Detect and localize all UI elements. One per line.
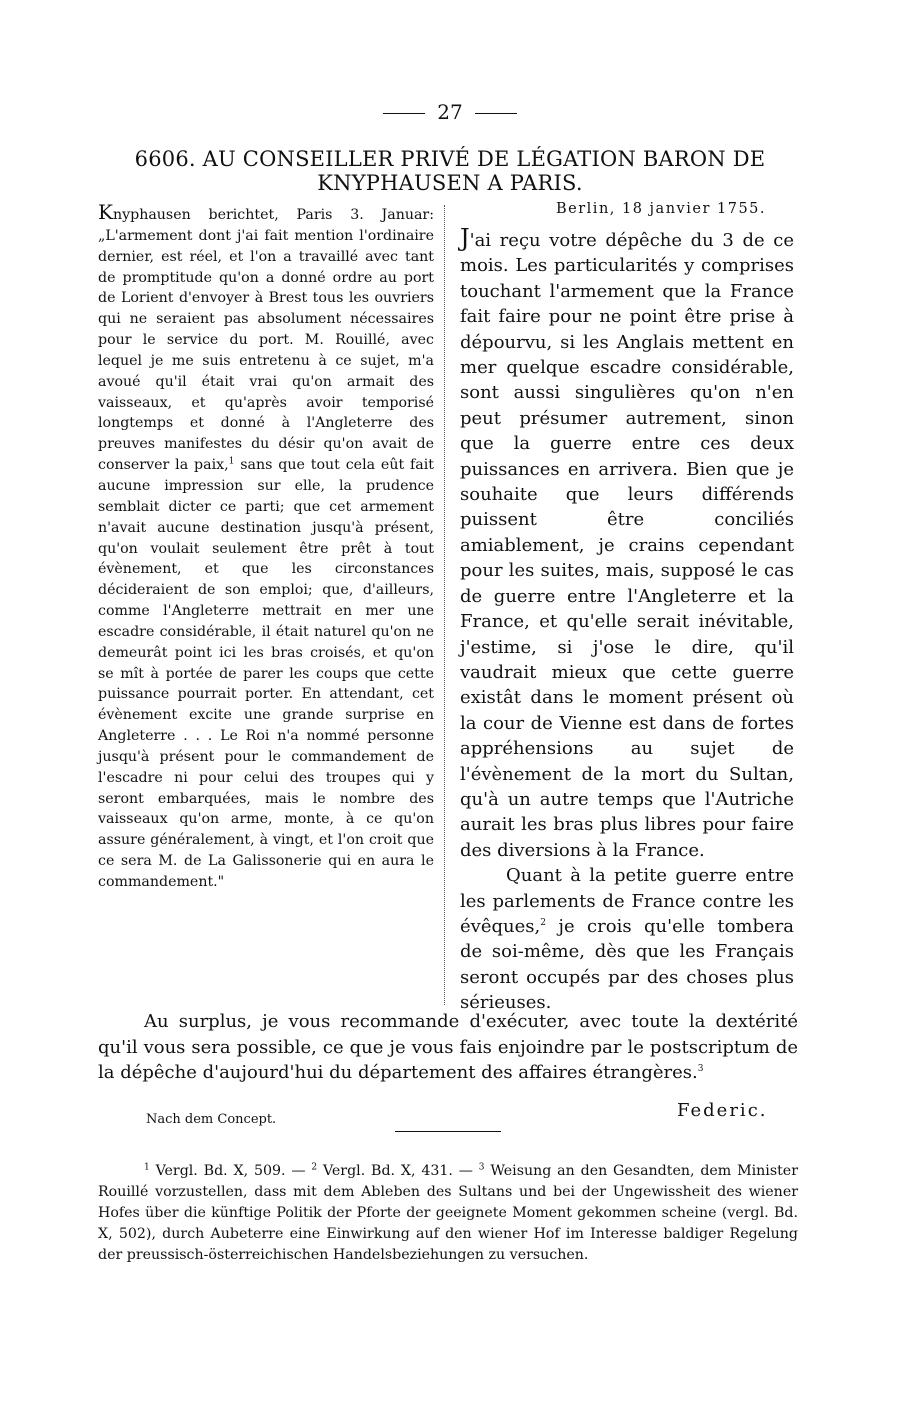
- page-number: [0, 100, 900, 124]
- footnote-text-2: Vergl. Bd. X, 431. —: [317, 1163, 479, 1179]
- footnote-block: [98, 1161, 798, 1266]
- signature: Federic.: [677, 1100, 768, 1121]
- source-note: Nach dem Concept.: [146, 1112, 277, 1127]
- page-number-text: 27: [437, 100, 463, 124]
- footnote-mark-3: 3: [478, 1162, 485, 1173]
- right-column-letter: [460, 226, 794, 1016]
- closing-paragraph-text: Au surplus, je vous recommande d'exécuter, avec toute la dextérité qu'il vous sera possible, ce que je vous fais enjoindre par le postscriptum de la dépêche d'aujourd'hui du département des affaires étrangères.: [98, 1011, 798, 1084]
- footnote-ref-2: 2: [540, 917, 546, 928]
- letter-paragraph-2-text-b: je crois qu'elle tombera de soi-même, dès que les Français seront occupés par des choses plus sérieuses.: [460, 915, 794, 1014]
- letter-paragraph-1: [460, 226, 794, 863]
- left-column-text: nyphausen berichtet, Paris 3. Januar: „L'armement dont j'ai fait mention l'ordinaire dernier, est réel, et l'on a travaillé avec tant de promptitude qu'on a donné ordre au port de Lorient d'envoyer à Brest tous les ouvriers qui ne seraient pas absolument nécessaires pour le service du port. M. Rouillé, avec lequel je me suis entretenu à ce sujet, m'a avoué qu'il était vrai qu'on armait des vaisseaux, et qu'après avoir temporisé longtemps et donné à l'Angleterre des preuves manifestes du désir qu'on avait de conserver la paix,: [98, 207, 434, 474]
- footnote-text-1: Vergl. Bd. X, 509. —: [149, 1163, 312, 1179]
- closing-paragraph: [98, 1009, 798, 1086]
- left-column-summary: [98, 202, 434, 893]
- page-number-dash-left: [383, 113, 425, 114]
- left-column-text-continued: sans que tout cela eût fait aucune impression sur elle, la prudence semblait dicter ce parti; que cet armement n'avait aucune destination jusqu'à présent, qu'on voulait seulement être prêt à tout évènement, et que les circonstances décideraient de son emploi; que, d'ailleurs, comme l'Angleterre mettrait en mer une escadre considérable, il était naturel qu'on ne demeurât point ici les bras croisés, et qu'on se mît à portée de parer les coups que cette puissance pourrait porter. En attendant, cet évènement excite une grande surprise en Angleterre . . . Le Roi n'a nommé personne jusqu'à présent pour le commandement de l'escadre ni pour celui des troupes qui y seront embarquées, mais le nombre des vaisseaux qu'on arme, monte, à ce qu'on assure généralement, à vingt, et l'on croit que ce sera M. de La Galissonerie qui en aura le commandement.": [98, 457, 434, 890]
- title-line-2: KNYPHAUSEN A PARIS.: [317, 171, 583, 195]
- page-number-dash-right: [475, 113, 517, 114]
- footnote-ref-3: 3: [697, 1064, 704, 1075]
- footnote-ref-1: 1: [228, 456, 235, 467]
- footnote-rule: [395, 1131, 501, 1132]
- footnote-text-3: Weisung an den Gesandten, dem Minister Rouillé vorzustellen, dass mit dem Ableben des Sultans und bei der Ungewissheit des wiener Hofes über die künftige Politik der Pforte der geeignete Moment gekommen scheine (vergl. Bd. X, 502), durch Aubeterre eine Einwirkung auf den wiener Hof im Interesse baldiger Regelung der preussisch-österreichischen Handelsbeziehungen zu versuchen.: [98, 1163, 798, 1263]
- document-title: [110, 147, 790, 195]
- footnote-mark-2: 2: [311, 1162, 318, 1173]
- footnote-mark-1: 1: [144, 1162, 150, 1173]
- letter-initial: J: [460, 224, 470, 252]
- left-column-initial: K: [98, 200, 113, 224]
- letter-paragraph-2: [460, 863, 794, 1015]
- column-divider: [444, 205, 445, 1005]
- letter-paragraph-2-text-a: Quant à la petite guerre entre les parlements de France contre les évêques,: [460, 865, 794, 937]
- date-line: Berlin, 18 janvier 1755.: [556, 201, 766, 217]
- letter-paragraph-1-text: 'ai reçu votre dépêche du 3 de ce mois. Les particularités y comprises touchant l'armement que la France fait faire pour ne point être prise à dépourvu, si les Anglais mettent en mer quelque escadre considérable, sont aussi singulières qu'on n'en peut présumer autrement, sinon que la guerre entre ces deux puissances en arrivera. Bien que je souhaite que leurs différends puissent être conciliés amiablement, je crains cependant pour les suites, mais, supposé le cas de guerre entre l'Angleterre et la France, et qu'elle serait inévitable, j'estime, si j'ose le dire, qu'il vaudrait mieux que cette guerre existât dans le moment présent où la cour de Vienne est dans de fortes appréhensions au sujet de l'évènement de la mort du Sultan, qu'à un autre temps que l'Autriche aurait les bras plus libres pour faire des diversions à la France.: [460, 230, 794, 861]
- title-line-1: 6606. AU CONSEILLER PRIVÉ DE LÉGATION BARON DE: [134, 147, 766, 171]
- footnotes: [98, 1161, 798, 1266]
